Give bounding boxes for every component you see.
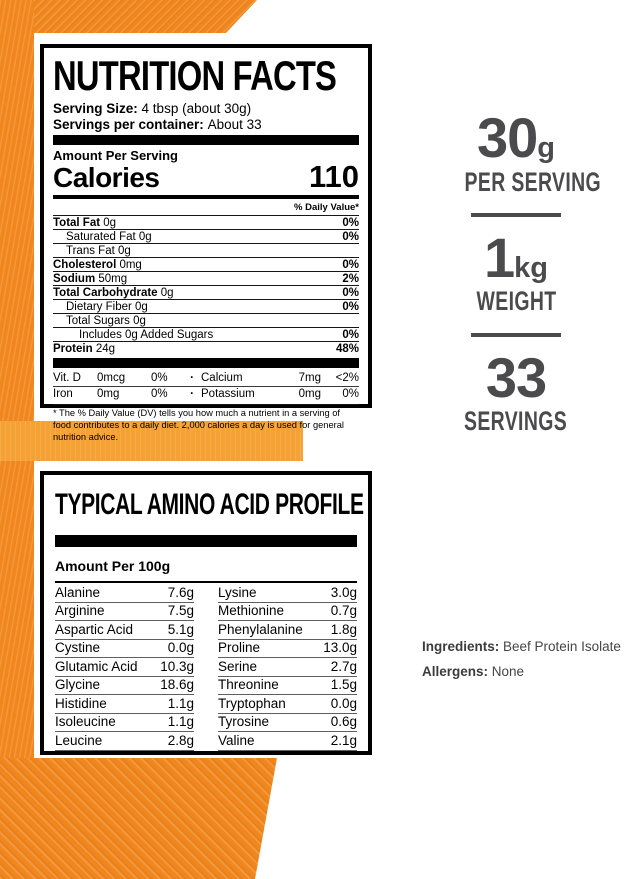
amino-row-leucine bbox=[55, 732, 194, 751]
amino-value: 1.1g bbox=[167, 695, 194, 711]
amino-name: Proline bbox=[218, 640, 261, 655]
amino-name: Histidine bbox=[55, 695, 107, 711]
stat-label: SERVINGS bbox=[464, 406, 568, 437]
amino-name: Arginine bbox=[55, 603, 105, 618]
micronutrient-row bbox=[53, 371, 359, 386]
amino-row-phenylalanine bbox=[218, 621, 357, 640]
ingredients-info bbox=[422, 634, 628, 684]
amino-value: 1.8g bbox=[330, 621, 357, 637]
nutrient-row-total-sugars bbox=[53, 313, 359, 327]
nutrient-label: Trans Fat 0g bbox=[66, 244, 131, 257]
amino-acid-title: TYPICAL AMINO ACID PROFILE bbox=[55, 488, 364, 521]
divider-bar bbox=[53, 135, 359, 145]
amino-name: Methionine bbox=[218, 603, 285, 618]
amino-row-isoleucine bbox=[55, 714, 194, 733]
amino-name: Leucine bbox=[55, 732, 103, 748]
nutrient-daily-value: 2% bbox=[342, 272, 359, 285]
stat-value: 1kg bbox=[484, 225, 548, 289]
nutrient-label: Dietary Fiber 0g bbox=[66, 300, 148, 313]
amino-row-methionine bbox=[218, 603, 357, 622]
nutrient-row-sodium bbox=[53, 271, 359, 285]
nutrition-facts-title: NUTRITION FACTS bbox=[53, 52, 337, 99]
amino-row-serine bbox=[218, 658, 357, 677]
amino-value: 1.1g bbox=[167, 714, 194, 729]
divider-bar bbox=[55, 535, 357, 547]
nutrient-label: Total Sugars 0g bbox=[66, 314, 146, 327]
stat-value: 30g bbox=[476, 106, 555, 169]
amino-acid-panel bbox=[40, 471, 372, 755]
nutrient-daily-value: 0% bbox=[342, 286, 359, 299]
micronutrient-rows bbox=[53, 371, 359, 402]
nutrient-daily-value: 0% bbox=[342, 216, 359, 229]
amino-row-proline bbox=[218, 640, 357, 659]
amino-value: 3.0g bbox=[330, 584, 357, 600]
amino-value: 18.6g bbox=[160, 677, 194, 692]
amino-row-tryptophan bbox=[218, 695, 357, 714]
amino-row-alanine bbox=[55, 584, 194, 603]
micro-name: Iron bbox=[53, 388, 73, 401]
amino-row-valine bbox=[218, 732, 357, 751]
serving-size-line: Serving Size: 4 tbsp (about 30g) bbox=[53, 101, 252, 117]
daily-value-footnote: * The % Daily Value (DV) tells you how much a nutrient in a serving of food contributes to a daily diet. 2,000 calories a day is used for general nutrition advice. bbox=[53, 408, 344, 442]
micro-amount: 0mg bbox=[97, 388, 120, 401]
amino-name: Tryptophan bbox=[218, 695, 286, 711]
amino-value: 1.5g bbox=[330, 677, 357, 692]
nutrient-label: Protein 24g bbox=[53, 342, 116, 355]
nutrient-row-trans-fat bbox=[53, 243, 359, 257]
amino-row-threonine bbox=[218, 677, 357, 696]
micro-name: Vit. D bbox=[53, 372, 81, 385]
nutrient-label: Total Carbohydrate 0g bbox=[53, 286, 174, 299]
calories-label: Calories bbox=[53, 162, 160, 194]
micro-name: Calcium bbox=[201, 372, 243, 385]
stat-per-serving bbox=[438, 106, 602, 197]
stat-label: PER SERVING bbox=[464, 166, 602, 197]
amount-per-serving-label: Amount Per Serving bbox=[53, 148, 178, 164]
nutrient-row-cholesterol bbox=[53, 257, 359, 271]
nutrient-row-dietary-fiber bbox=[53, 299, 359, 313]
amino-row-histidine bbox=[55, 695, 194, 714]
nutrient-row-protein bbox=[53, 341, 359, 355]
amino-value: 2.8g bbox=[167, 732, 194, 748]
micro-amount: 7mg bbox=[298, 372, 321, 385]
amount-per-100g-label: Amount Per 100g bbox=[55, 558, 357, 583]
nutrient-label: Total Fat 0g bbox=[53, 216, 117, 229]
nutrient-label: Sodium 50mg bbox=[53, 272, 128, 285]
amino-value: 7.6g bbox=[167, 584, 194, 600]
amino-value: 5.1g bbox=[167, 621, 194, 637]
micro-dv: 0% bbox=[342, 388, 359, 401]
stat-weight bbox=[438, 225, 594, 317]
nutrition-facts-panel bbox=[40, 44, 372, 442]
allergens-line: Allergens: None bbox=[422, 664, 525, 679]
amino-name: Aspartic Acid bbox=[55, 621, 134, 637]
amino-name: Lysine bbox=[218, 584, 257, 600]
stat-servings bbox=[438, 345, 594, 437]
bullet-separator: · bbox=[190, 388, 194, 401]
nutrient-label: Cholesterol 0mg bbox=[53, 258, 142, 271]
ingredients-line: Ingredients: Beef Protein Isolate bbox=[422, 639, 621, 654]
nutrient-daily-value: 0% bbox=[342, 328, 359, 341]
nutrient-row-includes-0g-added-sugars bbox=[53, 327, 359, 341]
daily-value-header: % Daily Value* bbox=[294, 202, 359, 214]
amino-value: 7.5g bbox=[167, 603, 194, 618]
amino-value: 10.3g bbox=[160, 658, 194, 674]
amino-name: Valine bbox=[218, 732, 255, 748]
stat-value: 33 bbox=[485, 345, 547, 409]
nutrient-row-total-carbohydrate bbox=[53, 285, 359, 299]
calories-row bbox=[53, 159, 359, 195]
micro-name: Potassium bbox=[201, 388, 255, 401]
orange-bottom-shape bbox=[0, 758, 277, 879]
nutrient-row-total-fat bbox=[53, 215, 359, 229]
nutrient-label: Includes 0g Added Sugars bbox=[79, 328, 214, 341]
stat-unit: g bbox=[537, 132, 555, 164]
amino-name: Serine bbox=[218, 658, 258, 674]
amino-name: Phenylalanine bbox=[218, 621, 303, 637]
amino-row-arginine bbox=[55, 603, 194, 622]
nutrient-daily-value: 0% bbox=[342, 230, 359, 243]
micro-amount: 0mg bbox=[298, 388, 321, 401]
amino-value: 2.1g bbox=[330, 732, 357, 748]
nutrient-row-saturated-fat bbox=[53, 229, 359, 243]
nutrient-rows bbox=[53, 215, 359, 355]
amino-row-glutamic-acid bbox=[55, 658, 194, 677]
amino-name: Alanine bbox=[55, 584, 101, 600]
amino-value: 0.0g bbox=[330, 695, 357, 711]
amino-row-tyrosine bbox=[218, 714, 357, 733]
amino-value: 13.0g bbox=[323, 640, 357, 655]
amino-acid-table bbox=[55, 584, 357, 751]
servings-per-container-line: Servings per container: About 33 bbox=[53, 116, 262, 132]
amino-name: Threonine bbox=[218, 677, 279, 692]
stats-column bbox=[438, 106, 602, 437]
amino-column-right bbox=[218, 584, 357, 751]
divider-bar bbox=[53, 358, 359, 368]
amino-name: Glutamic Acid bbox=[55, 658, 138, 674]
stat-divider bbox=[471, 213, 561, 217]
amino-row-glycine bbox=[55, 677, 194, 696]
amino-name: Glycine bbox=[55, 677, 101, 692]
amino-value: 0.6g bbox=[330, 714, 357, 729]
micro-dv: <2% bbox=[335, 372, 359, 385]
stat-label: WEIGHT bbox=[476, 286, 556, 317]
nutrient-daily-value: 0% bbox=[342, 300, 359, 313]
amino-value: 0.7g bbox=[330, 603, 357, 618]
amino-name: Tyrosine bbox=[218, 714, 270, 729]
stat-unit: kg bbox=[514, 251, 548, 284]
amino-name: Cystine bbox=[55, 640, 101, 655]
amino-column-left bbox=[55, 584, 194, 751]
stat-divider bbox=[471, 333, 561, 337]
nutrient-daily-value: 48% bbox=[335, 342, 359, 355]
micro-dv: 0% bbox=[151, 372, 168, 385]
micronutrient-row bbox=[53, 386, 359, 402]
nutrient-label: Saturated Fat 0g bbox=[66, 230, 152, 243]
calories-value: 110 bbox=[308, 159, 359, 195]
micro-dv: 0% bbox=[151, 388, 168, 401]
bullet-separator: · bbox=[190, 372, 194, 385]
amino-row-cystine bbox=[55, 640, 194, 659]
amino-value: 0.0g bbox=[167, 640, 194, 655]
micro-amount: 0mcg bbox=[97, 372, 126, 385]
nutrient-daily-value: 0% bbox=[342, 258, 359, 271]
amino-value: 2.7g bbox=[330, 658, 357, 674]
amino-row-aspartic-acid bbox=[55, 621, 194, 640]
amino-name: Isoleucine bbox=[55, 714, 116, 729]
amino-row-lysine bbox=[218, 584, 357, 603]
orange-top-shape bbox=[0, 0, 257, 34]
